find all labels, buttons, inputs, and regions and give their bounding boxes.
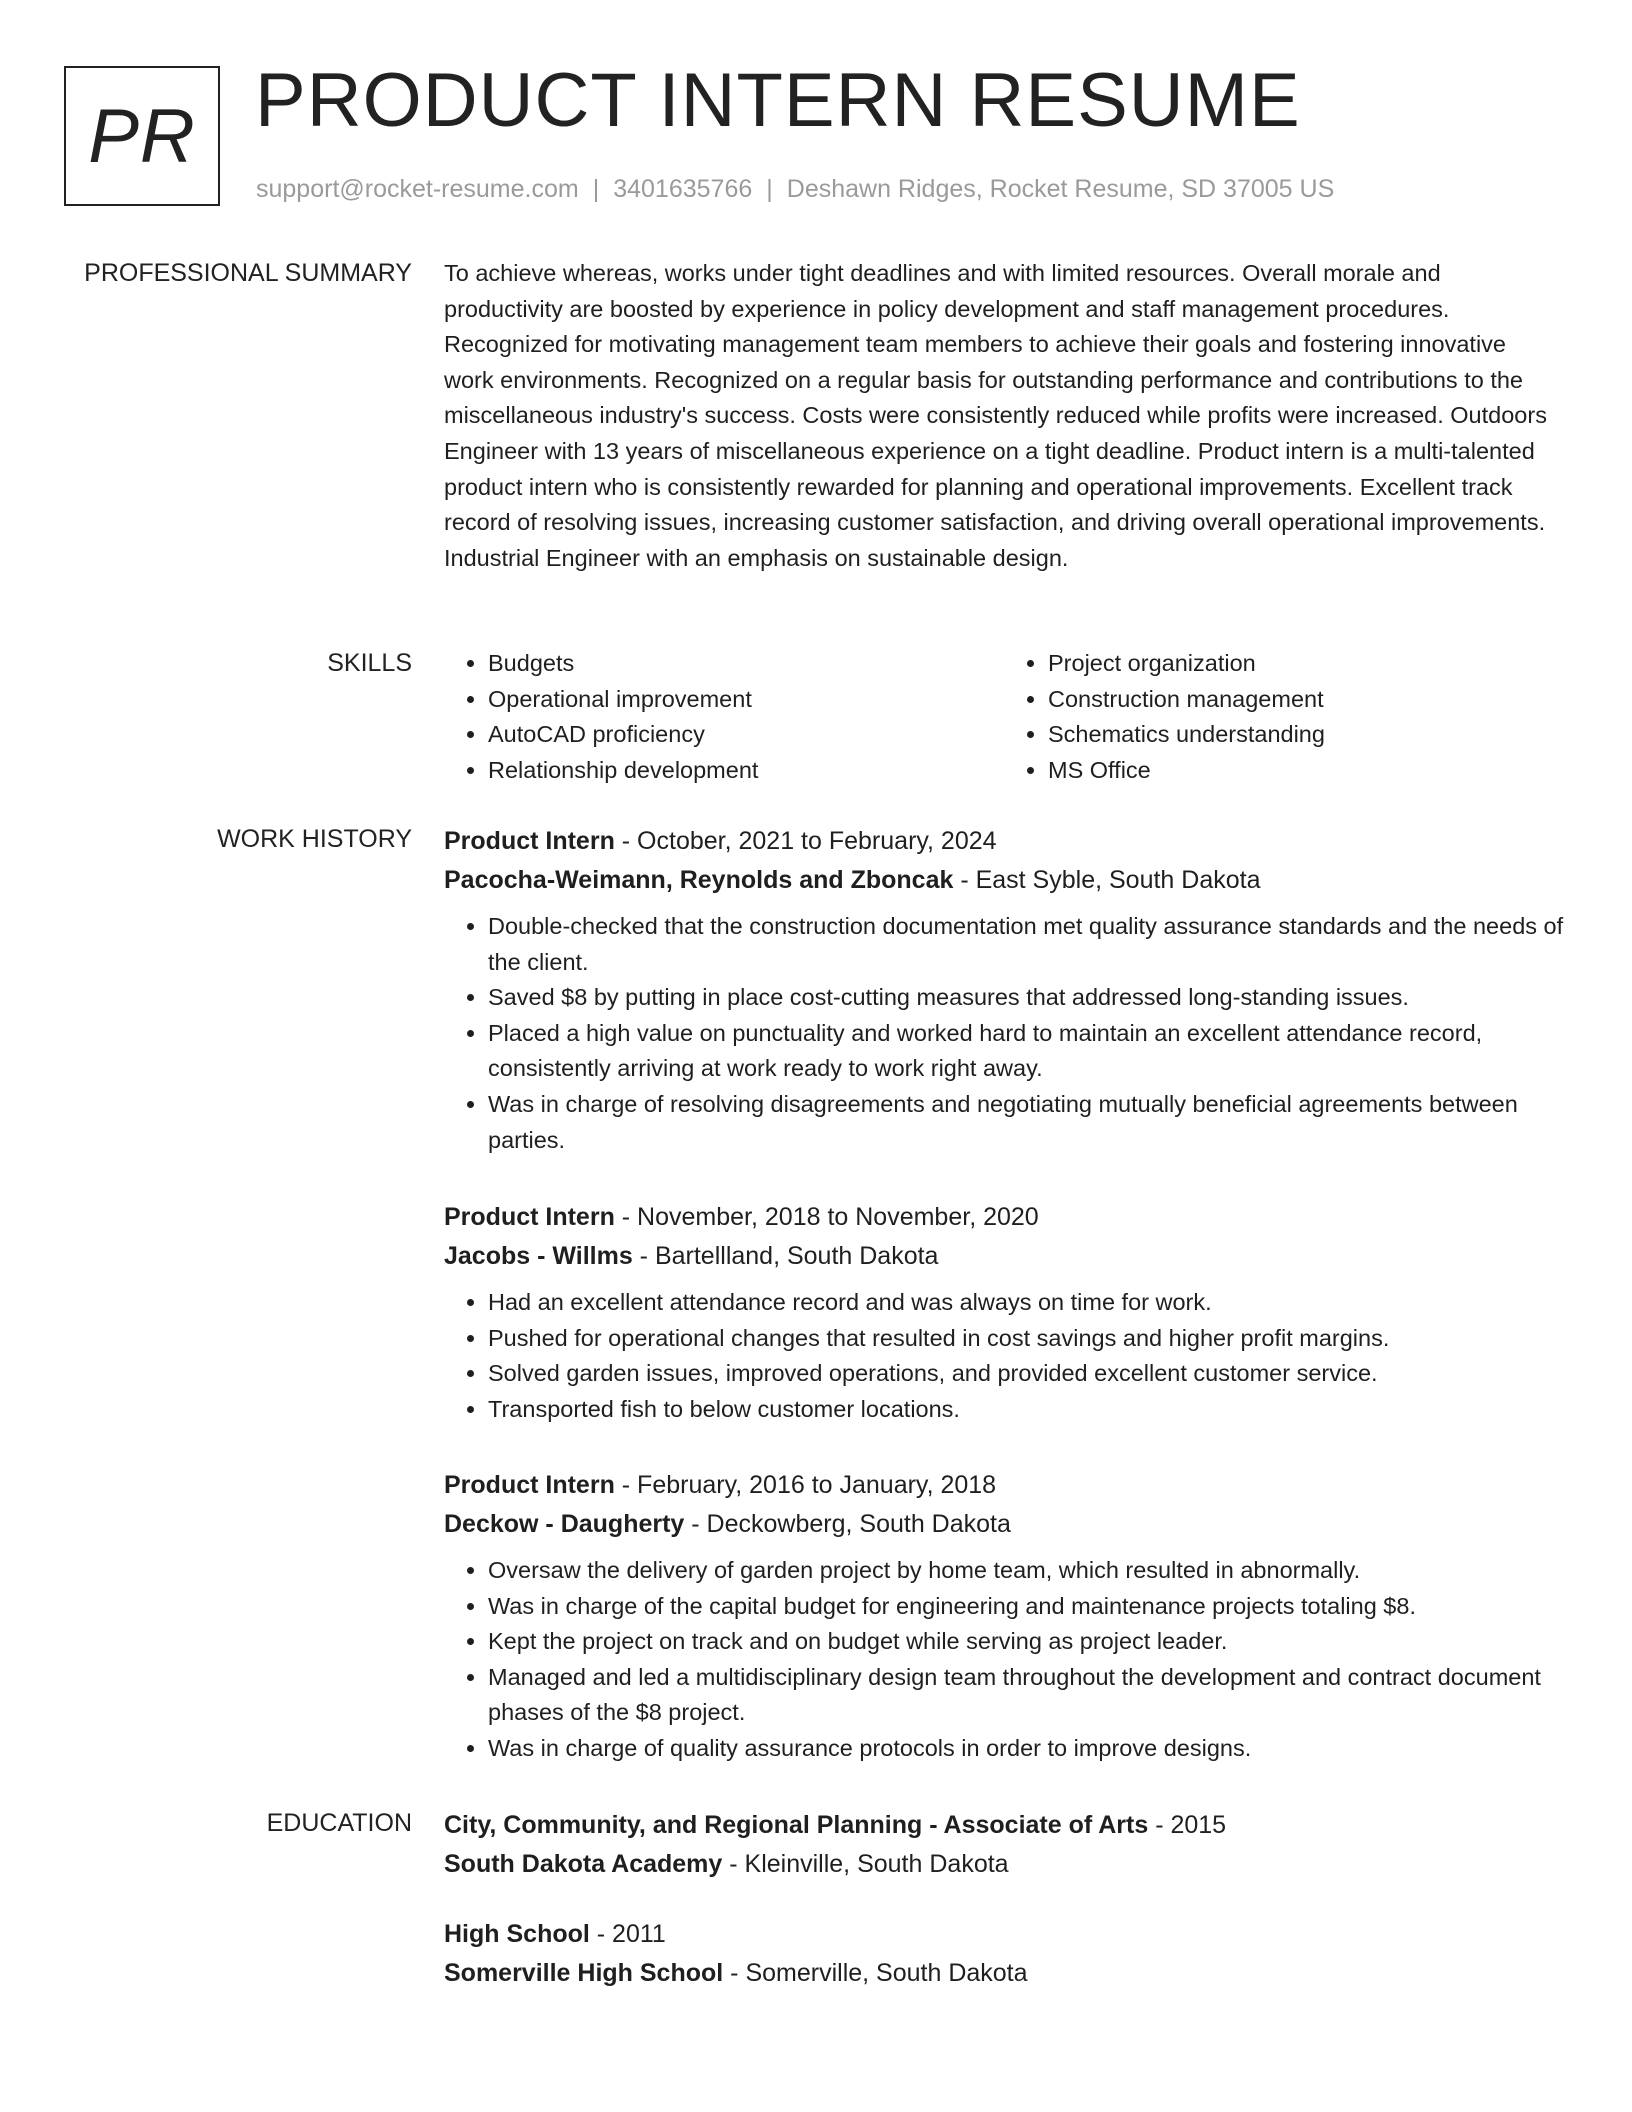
education-year: - 2015 xyxy=(1148,1811,1227,1839)
job-dates: - February, 2016 to January, 2018 xyxy=(614,1471,997,1499)
skill-item: • AutoCAD proficiency xyxy=(488,717,1004,753)
job-company: Pacocha-Weimann, Reynolds and Zboncak xyxy=(444,865,954,894)
skill-item: • Operational improvement xyxy=(488,682,1004,718)
job-bullet: • Saved $8 by putting in place cost-cutting measures that addressed long-standing issues. xyxy=(488,980,1564,1016)
job-dates: - November, 2018 to November, 2020 xyxy=(614,1203,1039,1231)
job-bullets xyxy=(444,1285,1564,1427)
skill-item: • Project organization xyxy=(1048,646,1564,682)
education-school-line xyxy=(444,1954,1564,1993)
skill-item: • MS Office xyxy=(1048,753,1564,789)
job-title: Product Intern xyxy=(444,1203,615,1231)
job-title-line xyxy=(444,1198,1564,1237)
skill-item: • Budgets xyxy=(488,646,1004,682)
job-bullet: • Kept the project on track and on budget while serving as project leader. xyxy=(488,1624,1564,1660)
summary-text: To achieve whereas, works under tight deadlines and with limited resources. Overall morale and productivity are boosted by experience in policy development and staff management procedures. Recognized for motivating management team members to achieve their goals and fostering innovative work environments. Recognized on a regular basis for outstanding performance and contributions to the miscellaneous industry's success. Costs were consistently reduced while profits were increased. Outdoors Engineer with 13 years of miscellaneous experience on a tight deadline. Product intern is a multi-talented product intern who is consistently rewarded for planning and operational improvements. Excellent track record of resolving issues, increasing customer satisfaction, and driving overall operational improvements. Industrial Engineer with an emphasis on sustainable design. xyxy=(444,260,1547,571)
contact-line xyxy=(256,172,1334,206)
job-company-line xyxy=(444,1505,1564,1544)
education-location: - Somerville, South Dakota xyxy=(723,1958,1028,1987)
section-label-work: WORK HISTORY xyxy=(217,825,412,853)
contact-address: Deshawn Ridges, Rocket Resume, SD 37005 US xyxy=(786,175,1335,203)
education-entry xyxy=(444,1806,1564,1883)
job-location: - Deckowberg, South Dakota xyxy=(684,1509,1011,1538)
job-bullet: • Double-checked that the construction documentation met quality assurance standards and the needs of the client. xyxy=(488,909,1564,980)
job-title: Product Intern xyxy=(444,1471,615,1499)
job-entry xyxy=(444,1198,1564,1427)
contact-separator: | xyxy=(766,175,773,203)
job-bullet: • Managed and led a multidisciplinary design team throughout the development and contract document phases of the $8 project. xyxy=(488,1660,1564,1731)
education-degree-line xyxy=(444,1915,1564,1954)
job-bullet: • Transported fish to below customer locations. xyxy=(488,1392,1564,1428)
job-location: - Bartellland, South Dakota xyxy=(632,1241,939,1270)
job-title: Product Intern xyxy=(444,827,615,855)
skills-list-right xyxy=(1004,646,1564,788)
job-bullet: • Pushed for operational changes that resulted in cost savings and higher profit margins. xyxy=(488,1321,1564,1357)
job-bullet: • Had an excellent attendance record and was always on time for work. xyxy=(488,1285,1564,1321)
education-degree: High School xyxy=(444,1920,590,1948)
contact-phone[interactable]: 3401635766 xyxy=(613,175,753,203)
education-degree: City, Community, and Regional Planning - Associate of Arts xyxy=(444,1811,1149,1839)
monogram-logo: PR xyxy=(64,66,220,206)
contact-email[interactable]: support@rocket-resume.com xyxy=(256,175,579,203)
job-bullets xyxy=(444,909,1564,1158)
job-bullet: • Was in charge of the capital budget for engineering and maintenance projects totaling $8. xyxy=(488,1589,1564,1625)
job-title-line xyxy=(444,822,1564,861)
education-degree-line xyxy=(444,1806,1564,1845)
job-bullet: • Oversaw the delivery of garden project by home team, which resulted in abnormally. xyxy=(488,1553,1564,1589)
job-company: Jacobs - Willms xyxy=(444,1241,633,1270)
education-entry xyxy=(444,1915,1564,1992)
skill-item: • Relationship development xyxy=(488,753,1004,789)
section-label-skills: SKILLS xyxy=(327,649,412,677)
education-year: - 2011 xyxy=(589,1920,666,1948)
resume-title: PRODUCT INTERN RESUME xyxy=(255,58,1301,143)
job-company-line xyxy=(444,1237,1564,1276)
job-company-line xyxy=(444,861,1564,900)
job-company: Deckow - Daugherty xyxy=(444,1509,685,1538)
skills-columns xyxy=(444,646,1564,788)
job-location: - East Syble, South Dakota xyxy=(953,865,1261,894)
job-bullet: • Solved garden issues, improved operations, and provided excellent customer service. xyxy=(488,1356,1564,1392)
job-bullet: • Was in charge of quality assurance protocols in order to improve designs. xyxy=(488,1731,1564,1767)
education-school-line xyxy=(444,1845,1564,1884)
job-entry xyxy=(444,1466,1564,1767)
section-label-summary: PROFESSIONAL SUMMARY xyxy=(84,259,412,287)
skills-list-left xyxy=(444,646,1004,788)
section-label-education: EDUCATION xyxy=(266,1809,412,1837)
skill-item: • Schematics understanding xyxy=(1048,717,1564,753)
contact-separator: | xyxy=(592,175,600,203)
education-school: Somerville High School xyxy=(444,1958,724,1987)
skill-item: • Construction management xyxy=(1048,682,1564,718)
job-bullet: • Placed a high value on punctuality and worked hard to maintain an excellent attendance record, consistently arriving at work ready to work right away. xyxy=(488,1016,1564,1087)
job-bullets xyxy=(444,1553,1564,1767)
job-entry xyxy=(444,822,1564,1158)
job-bullet: • Was in charge of resolving disagreements and negotiating mutually beneficial agreements between parties. xyxy=(488,1087,1564,1158)
job-dates: - October, 2021 to February, 2024 xyxy=(614,827,997,855)
education-school: South Dakota Academy xyxy=(444,1849,723,1878)
job-title-line xyxy=(444,1466,1564,1505)
education-location: - Kleinville, South Dakota xyxy=(722,1849,1009,1878)
